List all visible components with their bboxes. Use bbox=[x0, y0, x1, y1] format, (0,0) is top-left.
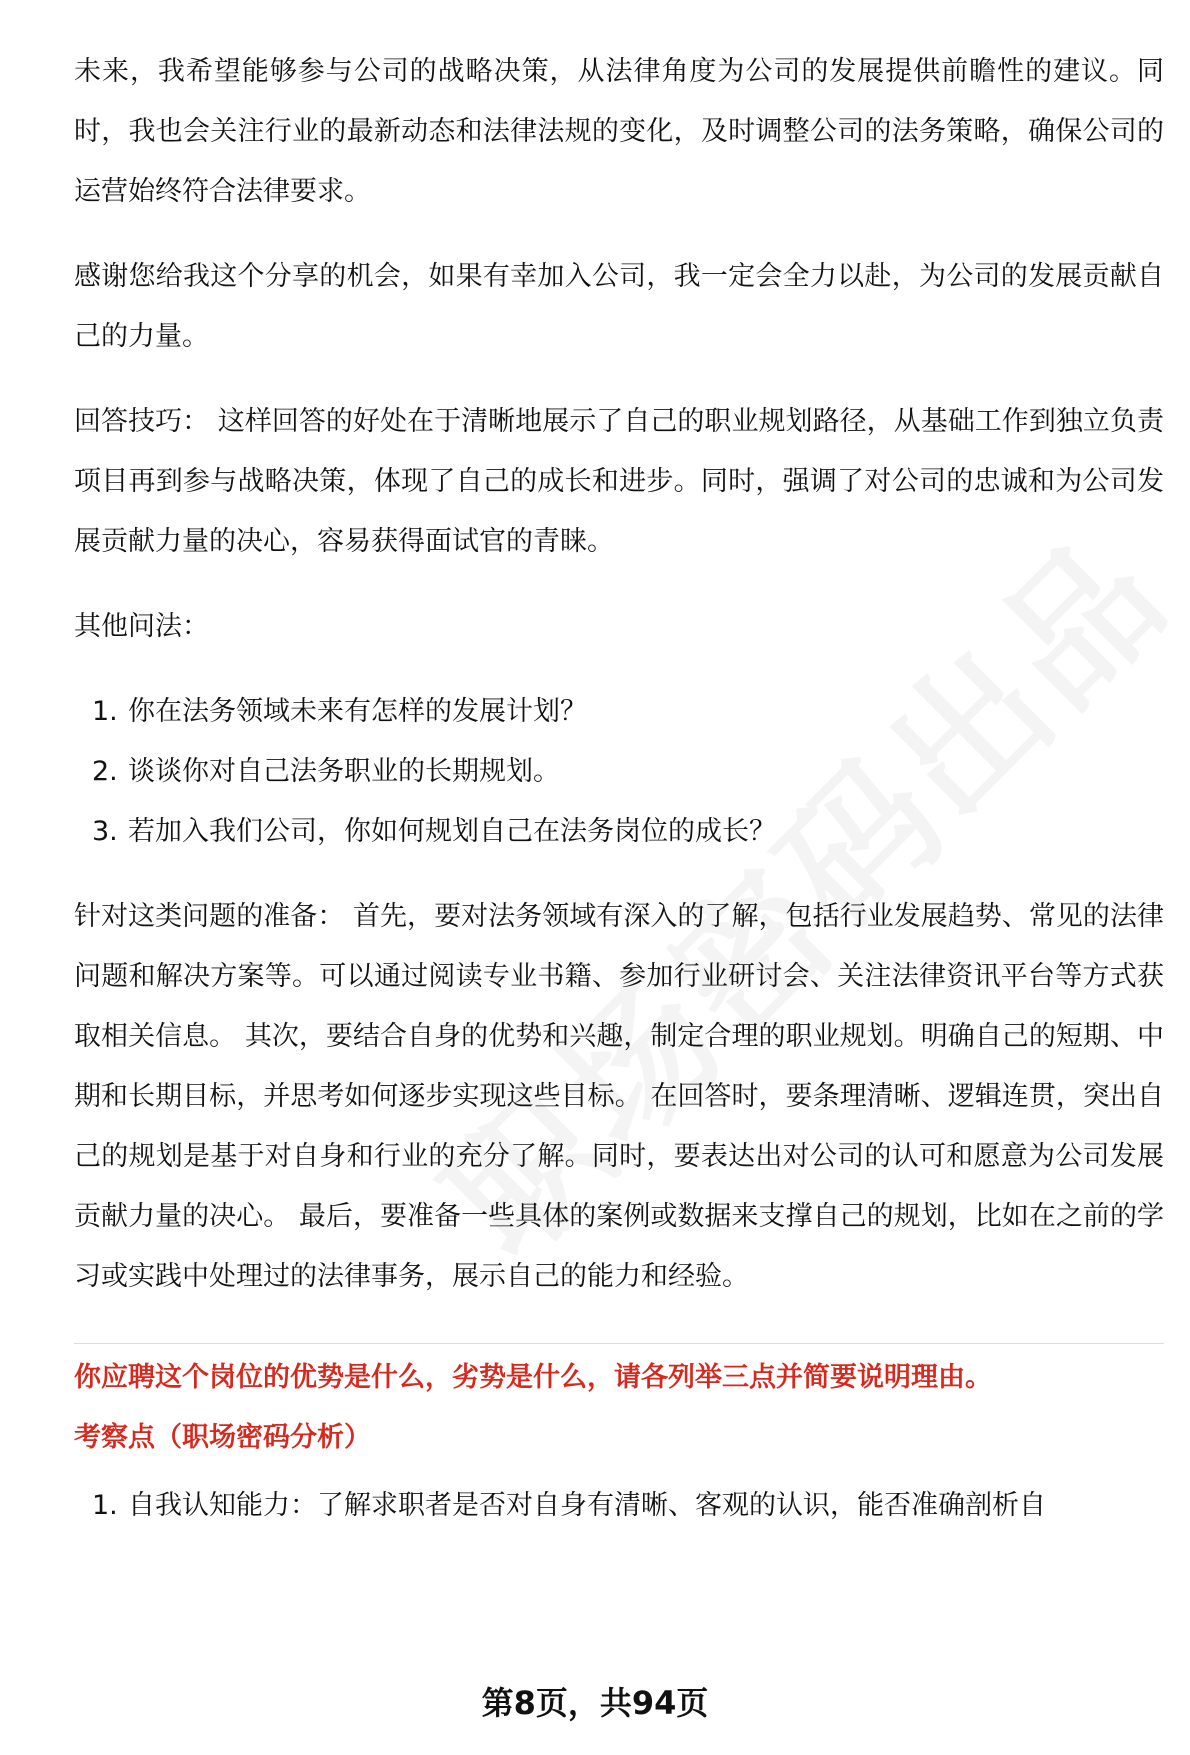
question-title: 你应聘这个岗位的优势是什么，劣势是什么，请各列举三点并简要说明理由。 bbox=[74, 1362, 992, 1393]
document-body bbox=[74, 42, 1164, 1561]
paragraph-thanks: 感谢您给我这个分享的机会，如果有幸加入公司，我一定会全力以赴，为公司的发展贡献自己的力量。 bbox=[74, 261, 1164, 352]
other-questions-list bbox=[74, 682, 1164, 862]
list-item: 2. 谈谈你对自己法务职业的长期规划。 bbox=[92, 756, 560, 787]
assessment-points-list bbox=[74, 1476, 1164, 1536]
paragraph-other-questions-label: 其他问法： bbox=[74, 611, 209, 642]
list-item: 1. 你在法务领域未来有怎样的发展计划？ bbox=[92, 696, 587, 727]
paragraph-answer-tips: 回答技巧： 这样回答的好处在于清晰地展示了自己的职业规划路径，从基础工作到独立负责项目再到参与战略决策，体现了自己的成长和进步。同时，强调了对公司的忠诚和为公司发展贡献力量的决心，容易获得面试官的青睐。 bbox=[74, 406, 1164, 557]
list-item: 3. 若加入我们公司，你如何规划自己在法务岗位的成长？ bbox=[92, 816, 776, 847]
question-subtitle: 考察点（职场密码分析） bbox=[74, 1422, 371, 1453]
paragraph-preparation: 针对这类问题的准备： 首先，要对法务领域有深入的了解，包括行业发展趋势、常见的法律问题和解决方案等。可以通过阅读专业书籍、参加行业研讨会、关注法律资讯平台等方式获取相关信息。 其次，要结合自身的优势和兴趣，制定合理的职业规划。明确自己的短期、中期和长期目标，并思考如何逐步实现这些目标。 在回答时，要条理清晰、逻辑连贯，突出自己的规划是基于对自身和行业的充分了解。同时，要表达出对公司的认可和愿意为公司发展贡献力量的决心。 最后，要准备一些具体的案例或数据来支撑自己的规划，比如在之前的学习或实践中处理过的法律事务，展示自己的能力和经验。 bbox=[74, 901, 1164, 1292]
section-divider bbox=[74, 1343, 1164, 1344]
list-item: 1. 自我认知能力：了解求职者是否对自身有清晰、客观的认识，能否准确剖析自 bbox=[92, 1490, 1046, 1521]
paragraph-future: 未来，我希望能够参与公司的战略决策，从法律角度为公司的发展提供前瞻性的建议。同时，我也会关注行业的最新动态和法律法规的变化，及时调整公司的法务策略，确保公司的运营始终符合法律要求。 bbox=[74, 56, 1164, 207]
page-number: 第8页，共94页 bbox=[481, 1684, 709, 1722]
